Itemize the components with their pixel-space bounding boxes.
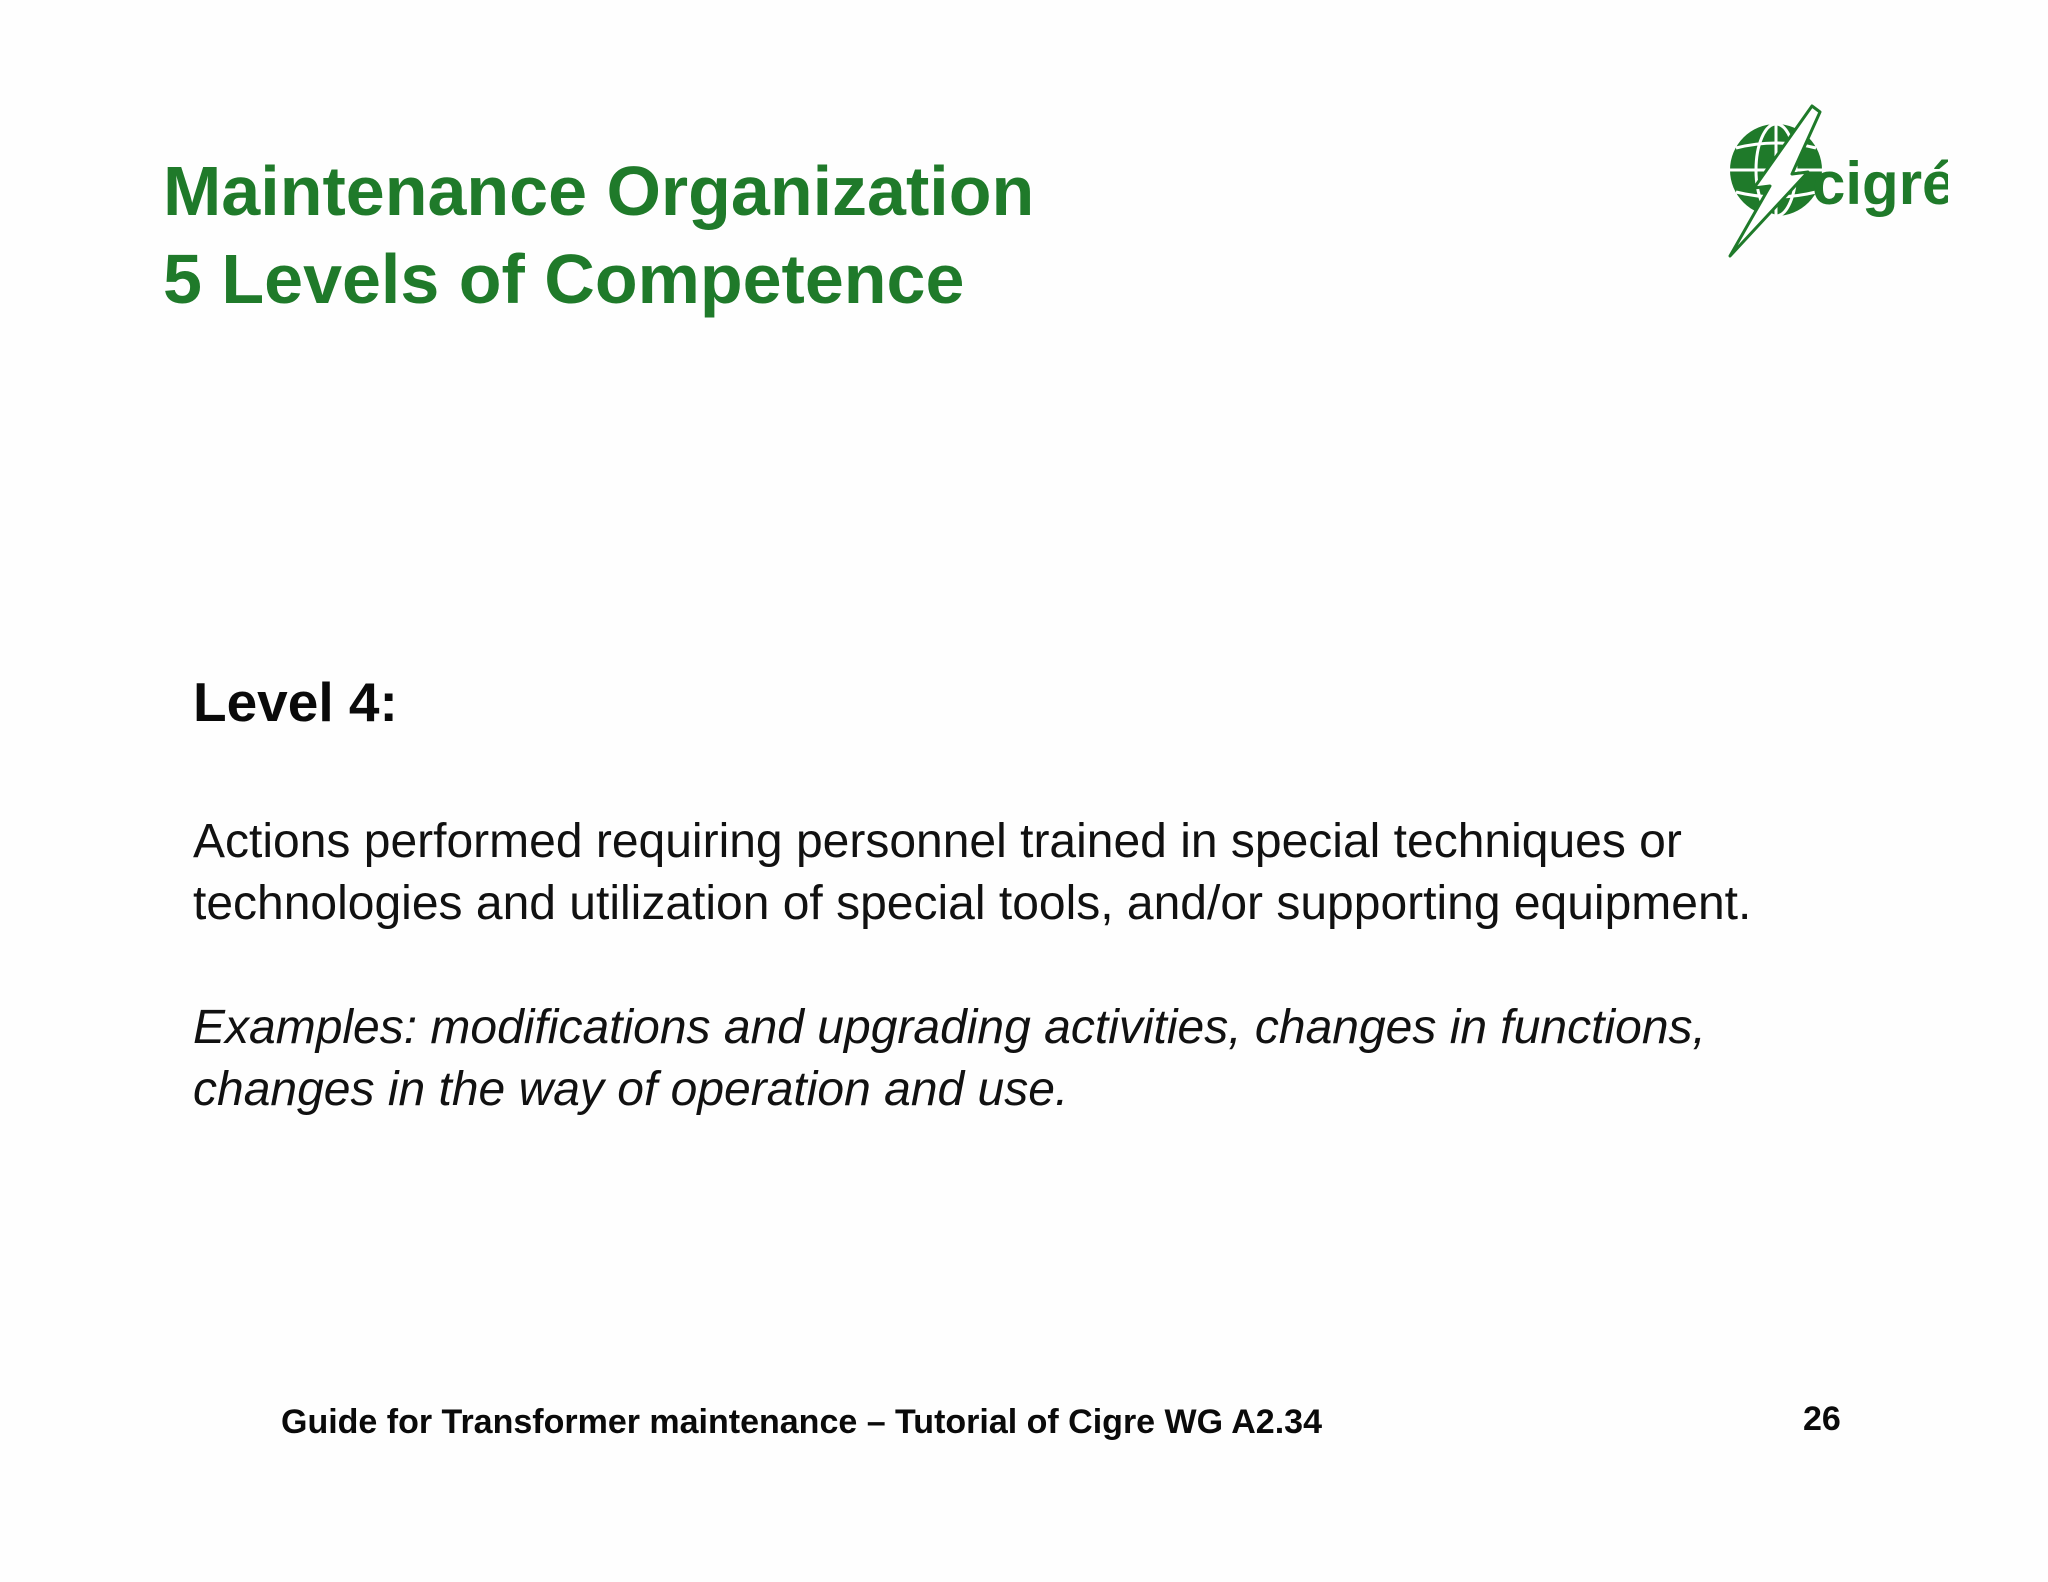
slide-title <box>163 147 1034 323</box>
slide-title-line-1: Maintenance Organization <box>163 152 1035 230</box>
level-heading: Level 4: <box>193 671 398 733</box>
level-description-line-1: Actions performed requiring personnel trained in special techniques or <box>193 815 1682 868</box>
level-description <box>193 811 1993 935</box>
page-number: 26 <box>1803 1400 1841 1438</box>
level-examples <box>193 997 1993 1121</box>
level-examples-line-2: changes in the way of operation and use. <box>193 1063 1069 1116</box>
globe-lightning-logo-icon <box>1708 100 1948 260</box>
cigre-logo <box>1708 100 1948 260</box>
slide-title-line-2: 5 Levels of Competence <box>163 240 965 318</box>
footer-text: Guide for Transformer maintenance – Tutorial of Cigre WG A2.34 <box>281 1403 1322 1441</box>
logo-wordmark: cigré <box>1812 150 1948 217</box>
level-description-line-2: technologies and utilization of special tools, and/or supporting equipment. <box>193 877 1752 930</box>
level-examples-line-1: Examples: modifications and upgrading activities, changes in functions, <box>193 1001 1706 1054</box>
